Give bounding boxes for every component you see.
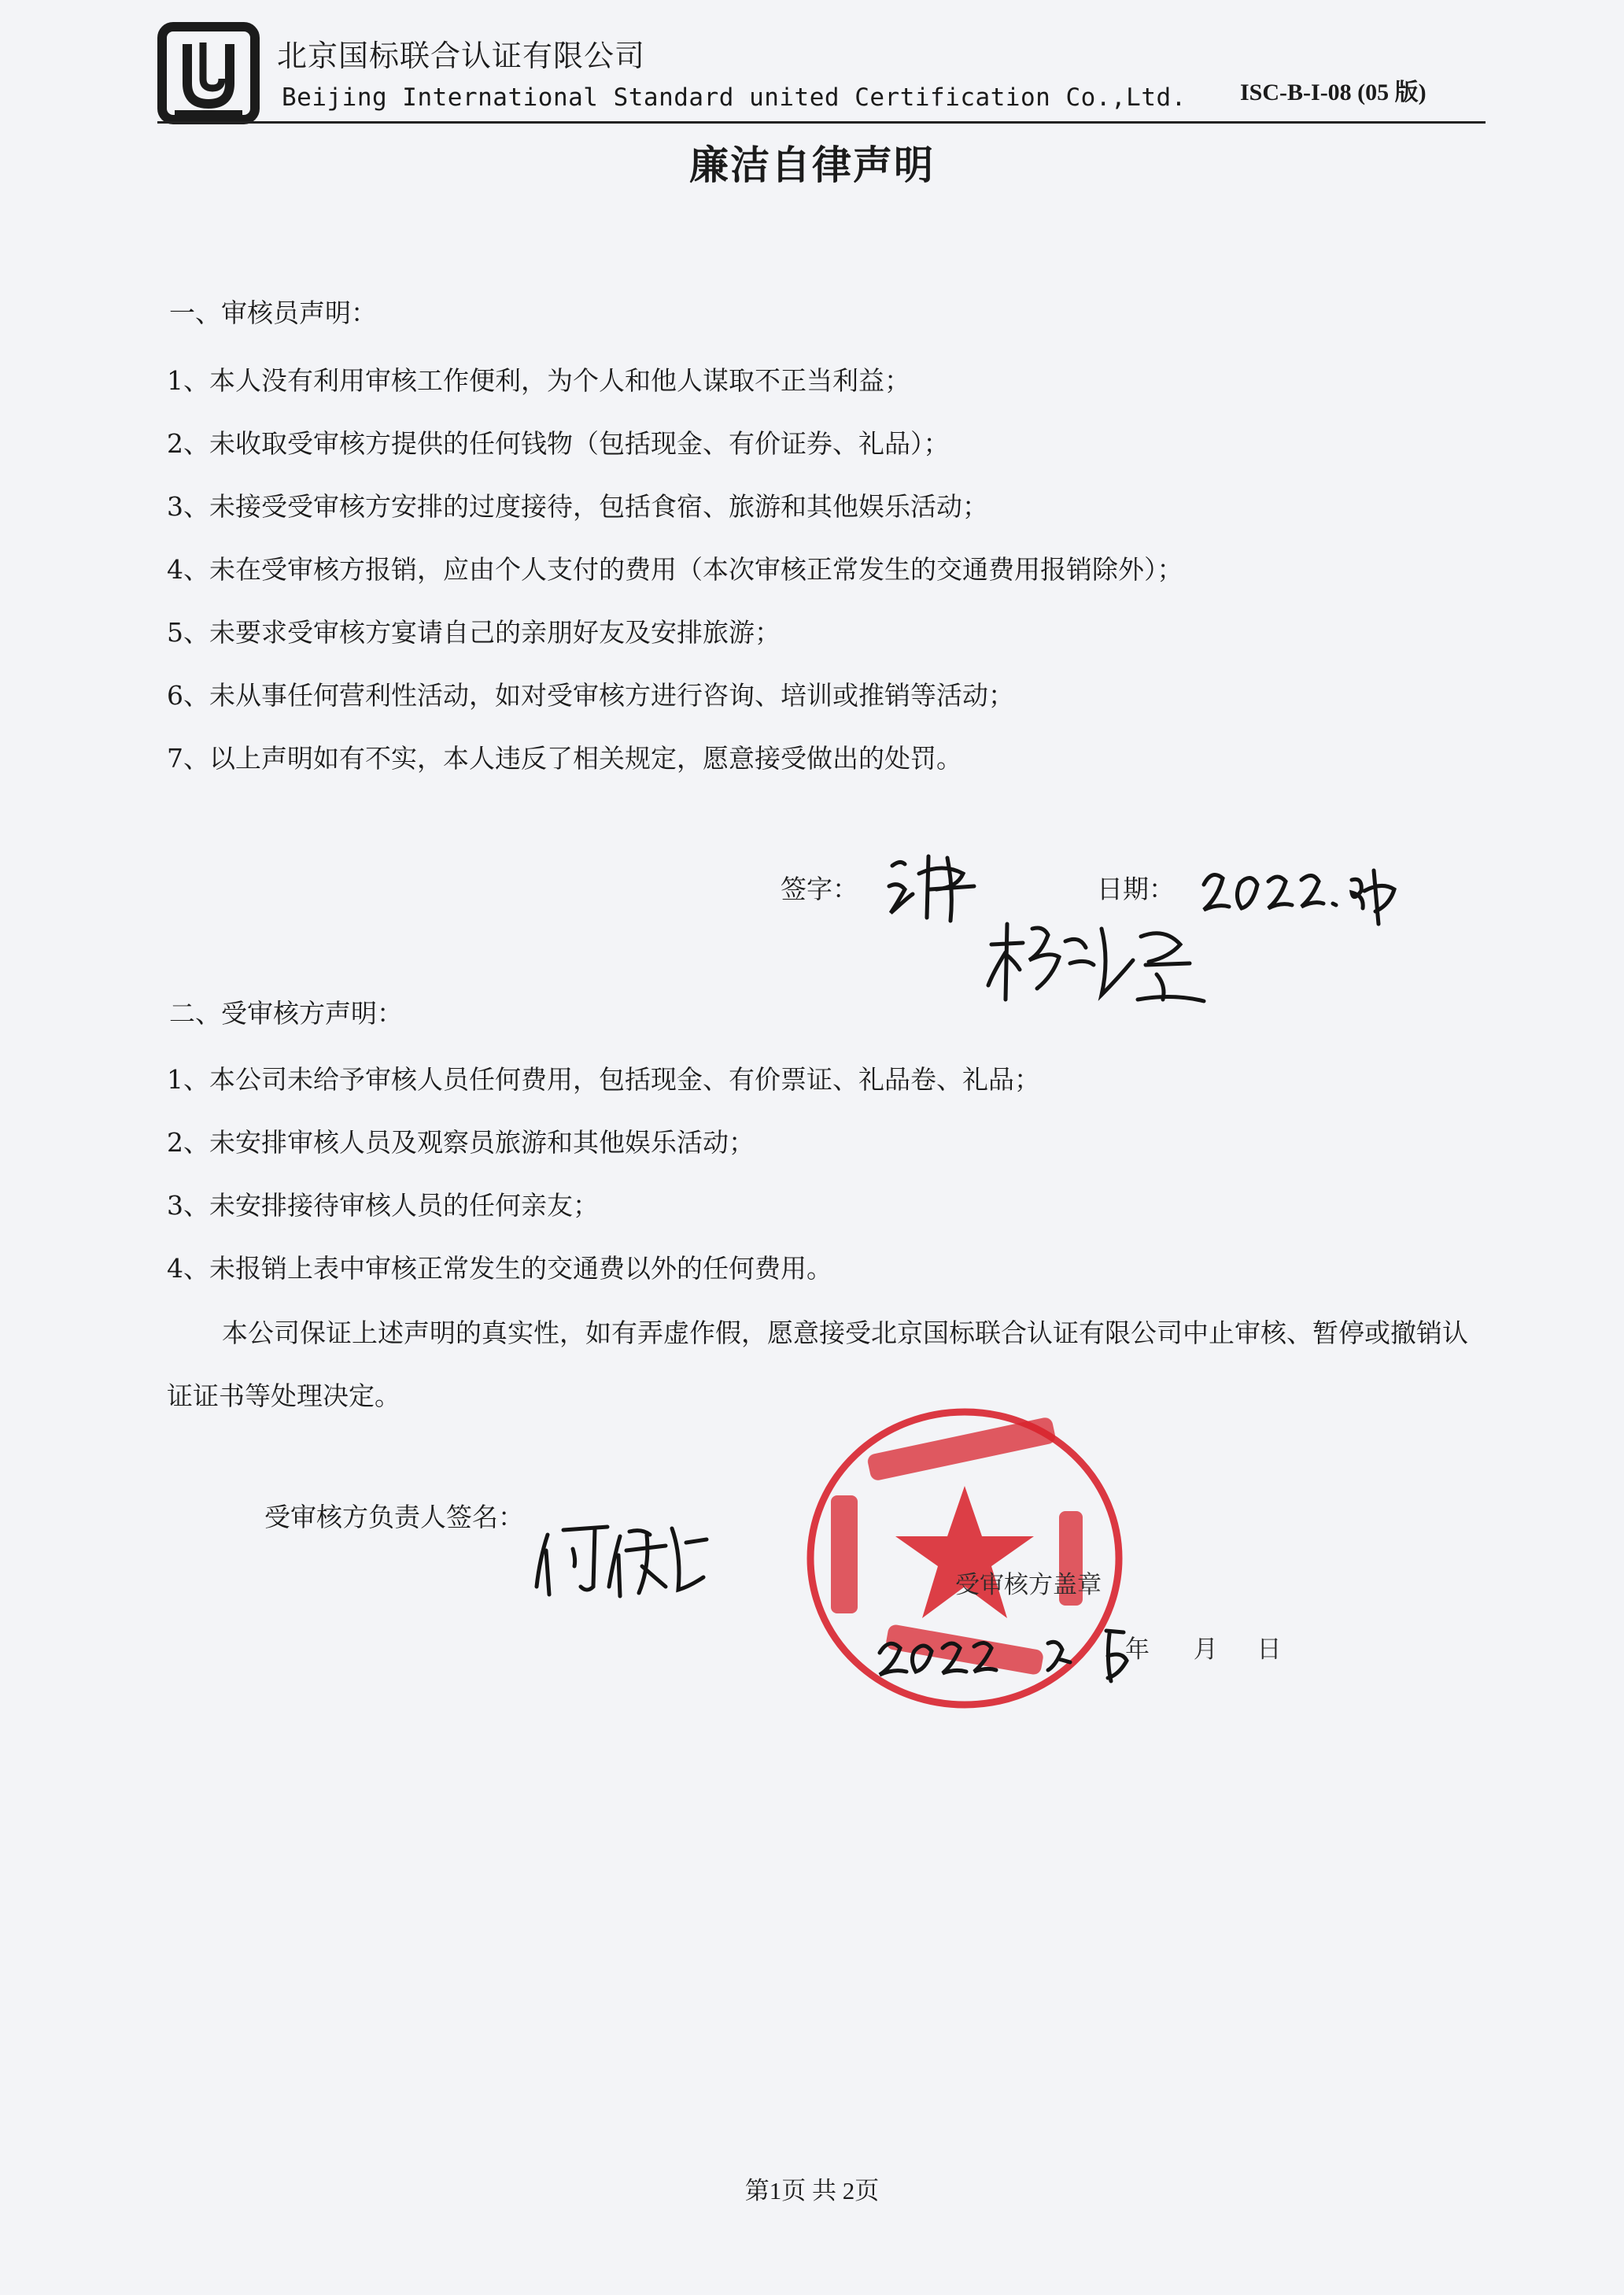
auditor-item: 4、未在受审核方报销，应由个人支付的费用（本次审核正常发生的交通费用报销除外）； (167, 554, 1183, 585)
auditor-item: 1、本人没有利用审核工作便利，为个人和他人谋取不正当利益； (167, 365, 910, 396)
auditee-item: 1、本公司未给予审核人员任何费用，包括现金、有价票证、礼品卷、礼品； (167, 1064, 1040, 1095)
auditor-item: 3、未接受受审核方安排的过度接待，包括食宿、旅游和其他娱乐活动； (167, 491, 988, 522)
auditee-item: 2、未安排审核人员及观察员旅游和其他娱乐活动； (167, 1127, 755, 1158)
date-month-char: 月 (1193, 1635, 1218, 1664)
date-year-char: 年 (1125, 1635, 1150, 1664)
auditee-item: 3、未安排接待审核人员的任何亲友； (167, 1190, 599, 1221)
auditor-item: 5、未要求受审核方宴请自己的亲朋好友及安排旅游； (167, 617, 781, 648)
auditee-date (1125, 1629, 1281, 1665)
company-name-en: Beijing International Standard united Certification Co.,Ltd. (282, 83, 1187, 112)
date-day-char: 日 (1257, 1635, 1282, 1664)
company-logo (157, 22, 260, 124)
date-label: 日期： (1097, 874, 1175, 904)
auditor-item: 6、未从事任何营利性活动，如对受审核方进行咨询、培训或推销等活动； (167, 680, 1014, 711)
document-code: ISC-B-I-08 (05 版) (1240, 79, 1427, 105)
auditee-signature (532, 1511, 713, 1606)
signer-label: 受审核方负责人签名： (264, 1502, 524, 1532)
auditor-item: 2、未收取受审核方提供的任何钱物（包括现金、有价证券、礼品）； (167, 428, 950, 459)
auditor-item: 7、以上声明如有不实，本人违反了相关规定，愿意接受做出的处罚。 (167, 743, 962, 774)
sign-label: 签字： (781, 874, 858, 904)
auditor-date-handwritten (1196, 848, 1401, 935)
auditee-date-handwritten (873, 1615, 1141, 1686)
section-heading-auditor: 一、审核员声明： (169, 298, 377, 328)
page-title: 廉洁自律声明 (689, 142, 935, 188)
header-divider (157, 121, 1486, 124)
section-heading-auditee: 二、受审核方声明： (169, 998, 403, 1029)
auditee-item: 4、未报销上表中审核正常发生的交通费以外的任何费用。 (167, 1253, 832, 1284)
auditor-signature-2 (984, 913, 1220, 1023)
guarantee-paragraph: 本公司保证上述声明的真实性，如有弄虚作假，愿意接受北京国标联合认证有限公司中止审核、暂停或撤销认证证书等处理决定。 (167, 1318, 1468, 1411)
page-number: 第1页 共 2页 (744, 2177, 880, 2204)
company-name-cn: 北京国标联合认证有限公司 (277, 39, 646, 73)
stamp-label: 受审核方盖章 (955, 1571, 1102, 1599)
